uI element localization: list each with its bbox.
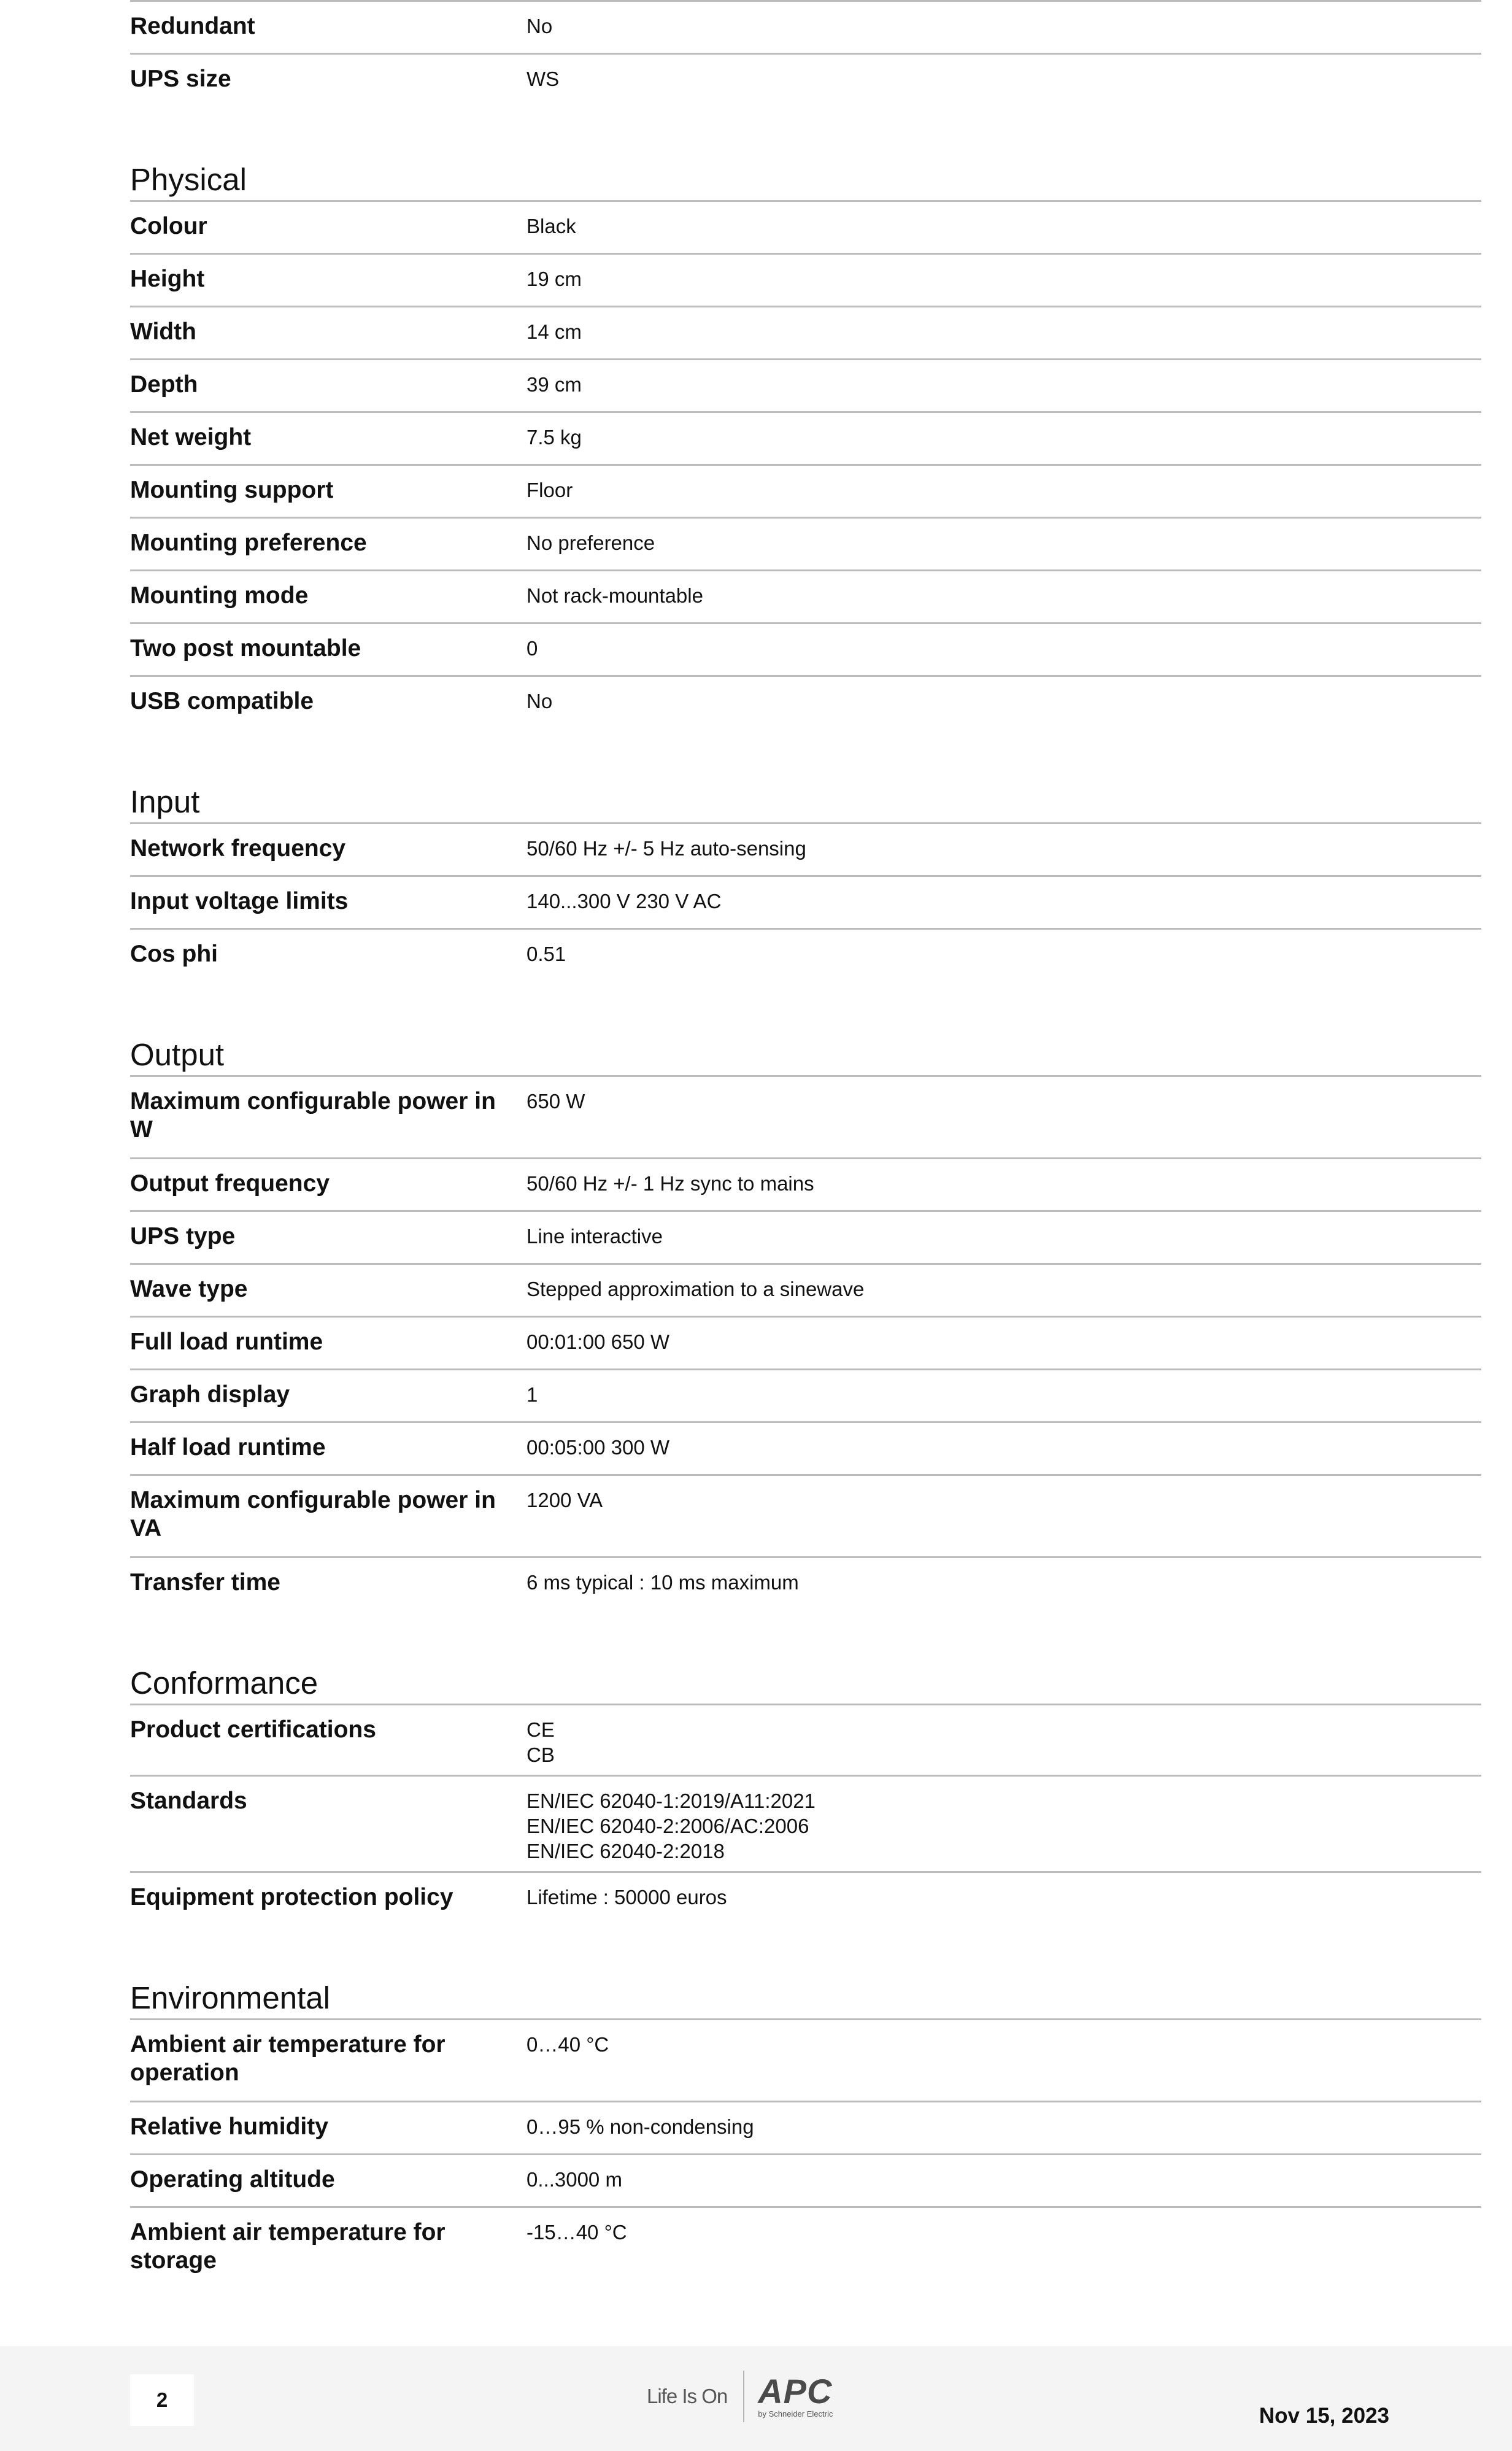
spec-row [130,358,1481,411]
page-number: 2 [130,2374,194,2426]
top-rows [130,0,1481,106]
spec-row [130,1871,1481,1924]
spec-value: Stepped approximation to a sinewave [526,1278,865,1300]
spec-value: 1200 VA [526,1489,603,1511]
spec-row [130,1421,1481,1474]
page-footer [0,2346,1512,2451]
section-title: Conformance [130,1666,318,1700]
spec-row [130,464,1481,517]
spec-row [130,253,1481,306]
spec-value: EN/IEC 62040-1:2019/A11:2021 EN/IEC 62040-2:2006/AC:2006 EN/IEC 62040-2:2018 [526,1789,816,1862]
spec-row [130,1474,1481,1556]
spec-value: 0 [526,637,538,660]
spec-row [130,1210,1481,1263]
spec-value: 0...3000 m [526,2168,622,2191]
spec-value: Floor [526,479,573,501]
brand-subtitle: by Schneider Electric [758,2409,833,2418]
document-date: Nov 15, 2023 [1259,2404,1389,2428]
spec-row [130,928,1481,981]
spec-row [130,569,1481,622]
spec-value: WS [526,68,560,90]
spec-row [130,675,1481,728]
spec-row [130,1157,1481,1210]
spec-sheet [130,0,1481,2288]
spec-label: Product certifications [130,1716,376,1743]
spec-sections [130,149,1481,2288]
spec-label: Maximum configurable power in W [130,1088,496,1143]
spec-row [130,1075,1481,1157]
spec-row [130,2018,1481,2101]
spec-label: Wave type [130,1276,248,1302]
spec-label: Mounting mode [130,582,309,609]
spec-label: Ambient air temperature for storage [130,2219,446,2274]
apc-logo [758,2374,833,2419]
spec-row [130,200,1481,253]
spec-value: No [526,690,553,712]
spec-value: 50/60 Hz +/- 5 Hz auto-sensing [526,837,806,860]
spec-value: CE CB [526,1718,555,1766]
spec-label: Half load runtime [130,1434,326,1461]
spec-label: USB compatible [130,688,314,714]
spec-row [130,1775,1481,1871]
spec-label: Two post mountable [130,635,361,662]
spec-label: Width [130,318,196,345]
spec-value: 1 [526,1383,538,1406]
spec-value: 650 W [526,1090,585,1113]
spec-label: Net weight [130,424,252,450]
spec-value: -15…40 °C [526,2221,627,2244]
section-output [130,1024,1481,1609]
spec-label: Redundant [130,13,255,39]
spec-row [130,0,1481,53]
spec-row [130,1263,1481,1316]
spec-label: Standards [130,1788,247,1814]
spec-row [130,517,1481,569]
spec-value: 0…40 °C [526,2033,609,2056]
spec-label: Network frequency [130,835,346,862]
spec-label: Output frequency [130,1170,330,1197]
spec-value: Black [526,215,576,237]
spec-row [130,53,1481,106]
spec-value: 00:01:00 650 W [526,1330,669,1353]
spec-row [130,875,1481,928]
section-title: Output [130,1037,225,1072]
spec-label: Input voltage limits [130,888,349,914]
spec-label: Transfer time [130,1569,280,1596]
spec-value: 14 cm [526,320,582,343]
brand-name: APC [758,2372,833,2410]
spec-row [130,411,1481,464]
spec-label: Relative humidity [130,2113,328,2140]
spec-value: Not rack-mountable [526,584,703,607]
section-conformance [130,1652,1481,1924]
section-physical [130,149,1481,728]
spec-row [130,306,1481,358]
spec-value: No [526,15,553,37]
spec-value: Lifetime : 50000 euros [526,1886,727,1909]
spec-label: UPS type [130,1223,236,1249]
spec-row [130,1316,1481,1368]
spec-label: Full load runtime [130,1329,323,1355]
spec-value: 19 cm [526,268,582,290]
spec-label: Equipment protection policy [130,1884,453,1910]
section-title: Environmental [130,1980,330,2015]
spec-row [130,2101,1481,2153]
section-environmental [130,1967,1481,2288]
spec-label: UPS size [130,66,231,92]
section-input [130,771,1481,981]
spec-value: No preference [526,531,655,554]
spec-label: Colour [130,213,207,239]
spec-row [130,1556,1481,1609]
spec-row [130,1368,1481,1421]
brand-logo [647,2366,833,2427]
logo-divider [743,2371,744,2422]
spec-label: Mounting support [130,477,334,503]
spec-label: Operating altitude [130,2166,335,2193]
spec-row [130,1704,1481,1775]
spec-value: 7.5 kg [526,426,582,449]
spec-row [130,2206,1481,2288]
spec-label: Ambient air temperature for operation [130,2031,446,2086]
spec-label: Graph display [130,1381,290,1408]
spec-value: 0…95 % non-condensing [526,2115,754,2138]
spec-value: Line interactive [526,1225,663,1248]
spec-value: 140...300 V 230 V AC [526,890,722,913]
spec-value: 50/60 Hz +/- 1 Hz sync to mains [526,1172,814,1195]
spec-row [130,822,1481,875]
spec-value: 6 ms typical : 10 ms maximum [526,1571,799,1594]
spec-row [130,622,1481,675]
spec-value: 00:05:00 300 W [526,1436,669,1459]
section-title: Physical [130,162,247,197]
spec-value: 39 cm [526,373,582,396]
spec-label: Depth [130,371,198,398]
spec-value: 0.51 [526,943,566,965]
spec-label: Height [130,266,205,292]
section-title: Input [130,784,200,819]
spec-label: Cos phi [130,941,218,967]
tagline: Life Is On [647,2385,728,2407]
spec-label: Mounting preference [130,530,367,556]
spec-label: Maximum configurable power in VA [130,1487,496,1542]
spec-row [130,2153,1481,2206]
